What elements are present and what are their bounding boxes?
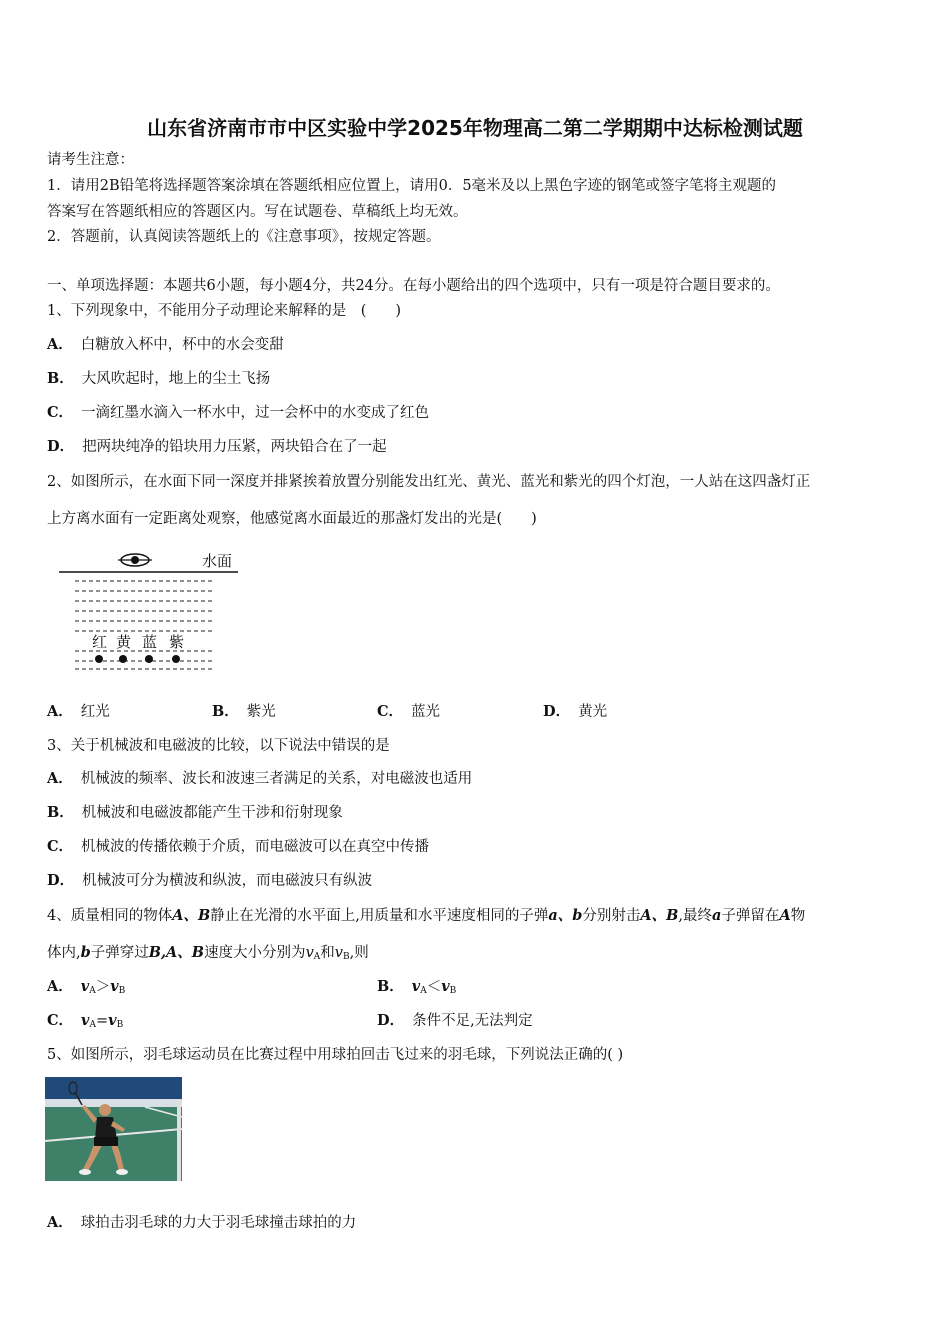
option-var: v	[411, 978, 421, 995]
option-label: C．	[47, 1012, 74, 1029]
stem-text: 4、质量相同的物体	[47, 908, 173, 924]
stem-text: 子弹留在	[721, 908, 780, 924]
option-text: 蓝光	[411, 704, 441, 720]
question-4-option-d	[377, 1011, 533, 1031]
option-sub: B	[449, 986, 457, 996]
option-label: C．	[47, 838, 74, 855]
question-1-option-c	[47, 403, 429, 423]
option-text: 白糖放入杯中，杯中的水会变甜	[80, 337, 284, 353]
option-var: v	[80, 978, 90, 995]
option-label: B．	[47, 370, 74, 387]
question-3-stem: 3、关于机械波和电磁波的比较，以下说法中错误的是	[47, 738, 390, 754]
notice-item-1-line-1: 1．请用2B铅笔将选择题答案涂填在答题纸相应位置上，请用0．5毫米及以上黑色字迹的钢笔或签字笔将主观题的	[47, 178, 777, 194]
option-label: A．	[47, 770, 73, 787]
question-3-option-a	[47, 769, 472, 789]
question-3-option-b	[47, 803, 343, 823]
option-label: D．	[47, 438, 75, 455]
stem-text: 速度大小分别为	[204, 945, 306, 961]
lamp-label-red: 红	[92, 633, 108, 651]
option-label: C．	[377, 703, 404, 720]
question-4-option-a	[47, 977, 125, 1001]
option-text: 大风吹起时，地上的尘土飞扬	[81, 371, 271, 387]
question-3-option-d	[47, 871, 372, 891]
stem-var: a	[712, 907, 722, 924]
stem-var: A、B	[640, 907, 679, 924]
stem-sub: A	[313, 952, 321, 962]
option-label: B．	[212, 703, 239, 720]
question-1-option-b	[47, 369, 270, 389]
water-lamps-figure	[58, 548, 243, 678]
option-relation: =	[95, 1013, 109, 1029]
question-4-stem-line-2	[47, 943, 369, 967]
option-label: B．	[47, 804, 74, 821]
option-label: A．	[47, 1214, 73, 1231]
stem-var: a、b	[548, 907, 583, 924]
question-2-option-a	[47, 702, 110, 722]
option-text: 条件不足,无法判定	[412, 1013, 533, 1029]
option-label: C．	[47, 404, 74, 421]
option-var: v	[108, 1012, 117, 1029]
lamp-dot	[95, 655, 103, 663]
option-text: 机械波的频率、波长和波速三者满足的关系，对电磁波也适用	[80, 771, 473, 787]
stem-var: A、B	[172, 907, 211, 924]
question-2-option-c	[377, 702, 440, 722]
stem-var: v	[334, 945, 343, 961]
section-heading: 一、单项选择题：本题共6小题，每小题4分，共24分。在每小题给出的四个选项中，只有一项是符合题目要求的。	[47, 278, 780, 294]
question-2-option-d	[543, 702, 607, 722]
stem-text: 分别射击	[582, 908, 641, 924]
option-sub: A	[89, 1020, 96, 1030]
option-sub: A	[420, 986, 427, 996]
option-label: A．	[47, 978, 73, 995]
option-text: 机械波的传播依赖于介质，而电磁波可以在真空中传播	[81, 839, 430, 855]
stem-text: 静止在光滑的水平面上,用质量和水平速度相同的子弹	[210, 908, 549, 924]
lamp-label-yellow: 黄	[116, 633, 132, 651]
lamp-dot	[119, 655, 127, 663]
question-3-option-c	[47, 837, 429, 857]
option-label: B．	[377, 978, 404, 995]
stem-sub: B	[342, 952, 350, 962]
option-text: 紫光	[246, 704, 276, 720]
option-text: 黄光	[578, 704, 608, 720]
question-2-option-b	[212, 702, 276, 722]
badminton-player-photo	[45, 1077, 182, 1181]
option-var: v	[81, 1012, 90, 1029]
stem-var: v	[305, 945, 314, 961]
question-2-stem-line-1: 2、如图所示，在水面下同一深度并排紧挨着放置分别能发出红光、黄光、蓝光和紫光的四个灯泡，一人站在这四盏灯正	[47, 474, 811, 490]
stem-var: B,A、B	[148, 944, 205, 961]
lamp-dot	[145, 655, 153, 663]
option-relation: ＜	[426, 979, 442, 995]
option-text: 一滴红墨水滴入一杯水中，过一会杯中的水变成了红色	[81, 405, 430, 421]
question-5-stem: 5、如图所示，羽毛球运动员在比赛过程中用球拍回击飞过来的羽毛球，下列说法正确的( )	[47, 1047, 624, 1063]
option-sub: B	[118, 986, 126, 996]
option-text: 机械波和电磁波都能产生干涉和衍射现象	[81, 805, 343, 821]
option-label: A．	[47, 336, 73, 353]
question-4-option-c	[47, 1011, 123, 1035]
stem-var: A	[779, 907, 791, 924]
question-4-stem-line-1	[47, 906, 805, 926]
option-var: v	[110, 978, 119, 995]
notice-header: 请考生注意：	[47, 152, 134, 168]
stem-var: b	[80, 944, 91, 961]
stem-text: 体内,	[47, 945, 81, 961]
eye-icon	[118, 554, 152, 566]
option-var: v	[441, 978, 450, 995]
question-2-stem-line-2: 上方离水面有一定距离处观察，他感觉离水面最近的那盏灯发出的光是( )	[47, 511, 537, 527]
option-text: 机械波可分为横波和纵波，而电磁波只有纵波	[82, 873, 373, 889]
stem-text: ,最终	[678, 908, 713, 924]
question-4-option-b	[377, 977, 456, 1001]
option-label: D．	[543, 703, 571, 720]
water-surface-label: 水面	[202, 552, 233, 570]
lamp-label-purple: 紫	[169, 633, 185, 651]
water-dash-lines	[75, 581, 213, 669]
stem-text: ,则	[349, 945, 369, 961]
stem-text: 子弹穿过	[90, 945, 149, 961]
question-1-option-a	[47, 335, 284, 355]
question-5-option-a	[47, 1213, 356, 1233]
option-sub: A	[89, 986, 96, 996]
option-text: 把两块纯净的铅块用力压紧，两块铅合在了一起	[82, 439, 387, 455]
option-text: 球拍击羽毛球的力大于羽毛球撞击球拍的力	[80, 1215, 357, 1231]
option-text: 红光	[80, 704, 110, 720]
page-title: 山东省济南市市中区实验中学2025年物理高二第二学期期中达标检测试题	[147, 116, 803, 140]
question-1-option-d	[47, 437, 387, 457]
stem-text: 和	[320, 945, 335, 961]
notice-item-1-line-2: 答案写在答题纸相应的答题区内。写在试题卷、草稿纸上均无效。	[47, 204, 468, 220]
option-relation: ＞	[95, 979, 111, 995]
question-1-stem: 1、下列现象中，不能用分子动理论来解释的是 ( )	[47, 303, 402, 319]
lamp-label-blue: 蓝	[142, 633, 158, 651]
lamp-dot	[172, 655, 180, 663]
stem-text: 物	[790, 908, 806, 924]
option-sub: B	[116, 1020, 124, 1030]
option-label: D．	[377, 1012, 405, 1029]
option-label: A．	[47, 703, 73, 720]
option-label: D．	[47, 872, 75, 889]
notice-item-2: 2．答题前，认真阅读答题纸上的《注意事项》，按规定答题。	[47, 229, 441, 245]
